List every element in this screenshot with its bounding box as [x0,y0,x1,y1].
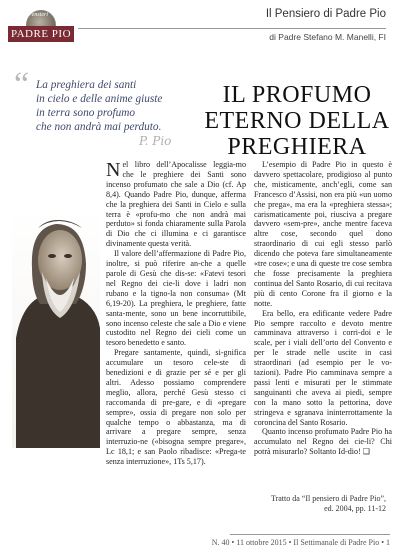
article-column-left [106,160,246,467]
source-line: ed. 2004, pp. 11-12 [324,504,386,513]
quote-line: che non andrà mai perduto. [36,121,162,133]
paragraph: Quanto incenso profumato Padre Pio ha accumulato nel Regno dei cie-li? Chi potrà misurarlo? Soltanto Id-dio! ❏ [254,427,392,457]
portrait-illustration-icon [12,208,100,448]
footer-divider [230,534,390,535]
quote-text [36,78,162,134]
paragraph: Era bello, era edificante vedere Padre Pio sempre raccolto e devoto mentre camminava attraverso i corri-doi e le scale, per i viali dell’orto del Convento e per le strade nelle uscite in casi straordinari (ad esempio per le vo-tazioni). Padre Pio camminava sempre a passi lenti e misurati per le stimmate sanguinanti che aveva ai piedi, sempre con la mano sotto la pettorina, dove stringeva e sgranava ininterrottamente la coroncina del Santo Rosario. [254,308,392,427]
logo-band: PADRE PIO [8,26,74,42]
quote-mark-icon: “ [14,66,30,103]
padre-pio-photo [12,208,100,448]
signature: P. Pio [139,134,172,148]
article-title [200,82,394,160]
article-column-right [254,160,392,457]
source-line: Tratto da “Il pensiero di Padre Pio”, [270,494,386,503]
paragraph: L’esempio di Padre Pio in questo è davvero spettacolare, prodigioso al punto che, misticamente, anch’egli, come san Francesco d’Assisi, non era più «un uomo che prega», ma era la «preghiera stessa»; carismaticamente poi, riusciva a pregare davvero «sem-pre», anche mentre faceva altre cose, secondo quel dono straordinario di cui egli stesso parlò dicendo che poteva fare simultaneamente «tre cose»; e una di queste tre cose sembra che fosse precisamente la preghiera continua del Santo Rosario, di cui recitava più di cento Corone fra il giorno e la notte. [254,160,392,308]
author-byline: di Padre Stefano M. Manelli, FI [269,32,386,42]
section-title: Il Pensiero di Padre Pio [265,8,386,20]
pull-quote [14,66,206,148]
quote-line: in cielo e delle anime giuste [36,93,163,105]
title-line: IL PROFUMO [222,82,372,108]
paragraph: Il valore dell’affermazione di Padre Pio, inoltre, si può riferire an-che a quelle parole di Gesù che dis-se: «Fatevi tesori nel Regno dei cie-li dove i ladri non rubano e la tigno-la non consuma» (Mt 6,19-20). La preghiera, le preghiere, fatte santa-mente, sono un bene incorruttibile, sono incenso celeste che sale a Dio e viene custodito nel Regno dei cieli come un tesoro benedetto e santo. [106,249,246,348]
magazine-logo [8,8,74,50]
title-line: ETERNO DELLA [204,108,390,134]
quote-line: in terra sono profumo [36,107,136,119]
source-credit [248,494,386,514]
paragraph [106,160,246,249]
drop-cap: N [106,159,121,181]
header [266,8,386,20]
quote-line: La preghiera dei santi [36,79,137,91]
page-footer: N. 40 • 11 ottobre 2015 • Il Settimanale di Padre Pio • 1 [211,538,390,547]
header-divider [78,28,386,29]
title-line: PREGHIERA [227,134,367,160]
logo-small-text: Pensieri [28,12,48,18]
paragraph-text: el libro dell’Apocalisse leggia-mo che le preghiere dei Santi sono incenso profumato che sale a Dio (cf. Ap 8,4). Quando Padre Pio, dunque, afferma che la preghiera dei Santi in Cielo e sulla terra è «profu-mo che non andrà mai perduto» si fonda chiaramente sulla Parola di Dio che ci illumina e ci garantisce divinamente questa verità. [106,160,246,249]
paragraph: Pregare santamente, quindi, si-gnifica accumulare un tesoro cele-ste di benedizioni e di grazie per sé e per gli altri. Adesso possiamo comprendere meglio, allora, perché Gesù stesso ci raccomanda di pre-gare, e di «pregare sempre», ossia di pregare non solo per qualche tempo o abbastanza, ma di arrivare a pregare sempre, senza interruzio-ne («bisogna sempre pregare», Lc 18,1; e san Paolo ribadisce: «Prega-te senza interruzione», 1Ts 5,17). [106,348,246,467]
